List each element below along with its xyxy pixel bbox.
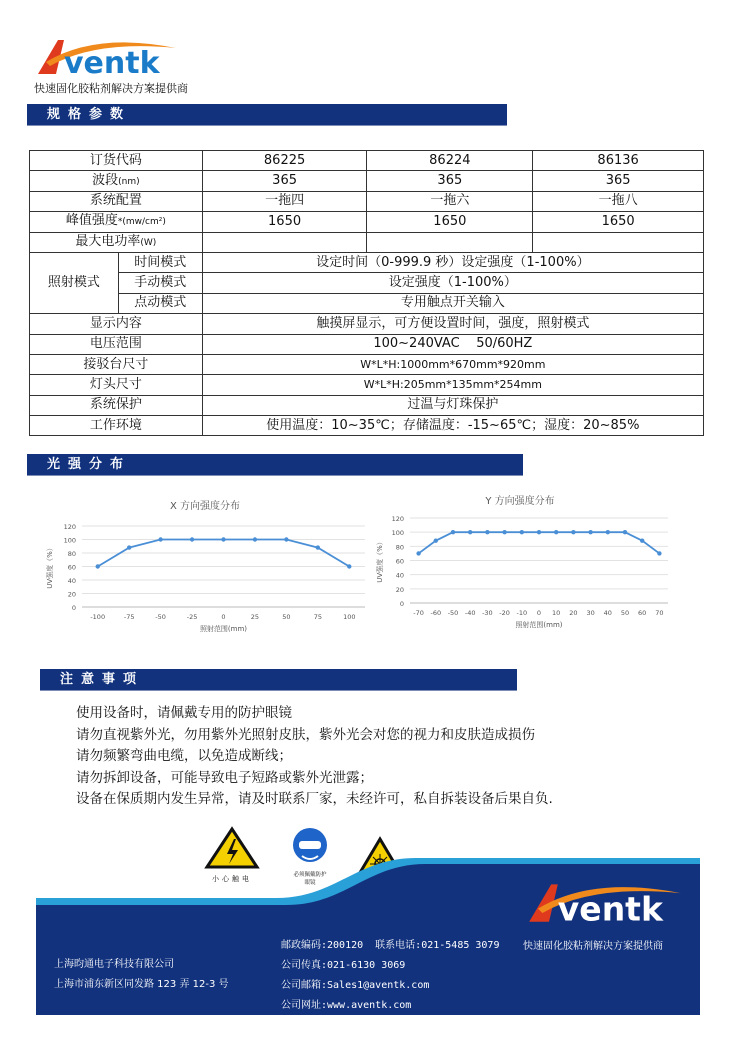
footer-address: 上海市浦东新区同发路 123 弄 12-3 号 (54, 979, 229, 990)
data-point (127, 545, 131, 549)
svg-text:ventk: ventk (64, 46, 160, 76)
y-intensity-chart (370, 485, 670, 635)
table-row: 工作环境 使用温度：10~35℃；存储温度：-15~65℃；湿度：20~85% (30, 416, 704, 436)
x-tick-label: 50 (620, 609, 630, 617)
x-tick-label: 0 (221, 613, 226, 621)
x-tick-label: 70 (655, 609, 664, 617)
table-row: 接驳台尺寸 W*L*H:1000mm*670mm*920mm (30, 354, 704, 374)
x-tick-label: -70 (413, 609, 424, 617)
x-tick-label: 50 (282, 613, 291, 621)
table-row (30, 232, 704, 252)
spec-table (29, 150, 704, 436)
y-tick-label: 20 (67, 590, 76, 599)
y-tick-label: 60 (67, 563, 76, 572)
data-point (284, 537, 288, 541)
table-row: 波段(nm) 365 365 365 (30, 171, 704, 191)
table-row: 系统保护 过温与灯珠保护 (30, 395, 704, 415)
table-row: 手动模式 设定强度（1-100%） (30, 273, 704, 293)
chart-title: Y 方向强度分布 (485, 496, 555, 507)
x-axis-label: 照射范围(mm) (199, 625, 248, 633)
note-item: 请勿拆卸设备，可能导致电子短路或紫外光泄露； (76, 769, 373, 786)
table-row: 系统配置 一拖四 一拖六 一拖八 (30, 191, 704, 211)
footer-slogan: 快速固化胶粘剂解决方案提供商 (523, 941, 663, 952)
x-tick-label: -50 (155, 613, 166, 621)
data-point (502, 530, 506, 534)
data-point (221, 537, 225, 541)
y-tick-label: 40 (395, 571, 404, 580)
data-point (537, 530, 541, 534)
x-tick-label: -30 (482, 609, 493, 617)
footer-company: 上海昀通电子科技有限公司 (54, 959, 174, 970)
x-tick-label: 10 (552, 609, 561, 617)
x-tick-label: -20 (499, 609, 510, 617)
label: 峰值强度 (65, 213, 118, 229)
data-point (571, 530, 575, 534)
x-tick-label: 75 (313, 613, 322, 621)
note-item: 请勿直视紫外光，勿用紫外光照射皮肤，紫外光会对您的视力和皮肤造成损伤 (76, 726, 535, 743)
section-specs: 规格参数 (27, 104, 507, 126)
x-tick-label: 20 (569, 609, 578, 617)
y-tick-label: 120 (63, 523, 76, 531)
y-axis-label: UV强度（%） (46, 544, 54, 589)
x-intensity-chart (40, 490, 370, 640)
series-line (419, 532, 660, 553)
x-tick-label: -60 (430, 609, 442, 617)
data-point (485, 530, 489, 534)
x-tick-label: -10 (516, 609, 528, 617)
section-notes: 注意事项 (40, 669, 517, 691)
sign-label: 必须佩戴防护眼镜 (293, 872, 327, 886)
y-tick-label: 60 (395, 557, 404, 566)
data-point (347, 564, 351, 568)
data-point (606, 530, 610, 534)
notes-list (76, 703, 553, 811)
data-point (640, 538, 644, 542)
data-point (96, 564, 100, 568)
y-tick-label: 120 (391, 515, 404, 523)
data-point (520, 530, 524, 534)
y-tick-label: 0 (71, 604, 76, 612)
data-point (190, 537, 194, 541)
y-axis-label: UV强度（%） (376, 538, 384, 583)
y-tick-label: 40 (67, 577, 76, 585)
footer-aventk-logo (524, 880, 684, 924)
x-tick-label: -40 (464, 609, 476, 617)
x-axis-label: 照射范围(mm) (515, 621, 563, 629)
label: 最大电功率 (75, 233, 141, 249)
label: 波段 (92, 172, 119, 188)
svg-text:ventk: ventk (557, 889, 663, 924)
footer-postcode-phone: 邮政编码:200120 联系电话:021-5485 3079 (281, 940, 500, 951)
table-row: 电压范围 100~240VAC 50/60HZ (30, 334, 704, 354)
y-tick-label: 80 (395, 543, 404, 552)
table-row: 订货代码 86225 86224 86136 (30, 151, 704, 171)
table-row: 灯头尺寸 W*L*H:205mm*135mm*254mm (30, 375, 704, 395)
y-tick-label: 100 (63, 536, 76, 545)
x-tick-label: -50 (447, 609, 459, 617)
y-tick-label: 20 (395, 585, 404, 594)
x-tick-label: -100 (90, 613, 106, 621)
footer-email[interactable]: 公司邮箱:Sales1@aventk.com (281, 980, 430, 991)
footer-website[interactable]: 公司网址:www.aventk.com (281, 1000, 412, 1011)
data-point (451, 530, 455, 534)
data-point (416, 551, 420, 555)
data-point (657, 551, 661, 555)
sign-label: 小心触电 (212, 875, 252, 883)
data-point (253, 537, 257, 541)
table-row: 点动模式 专用触点开关输入 (30, 293, 704, 313)
data-point (434, 538, 438, 542)
unit: (W) (140, 237, 157, 248)
x-tick-label: 0 (536, 609, 542, 617)
chart-title: X 方向强度分布 (169, 501, 241, 512)
header-slogan: 快速固化胶粘剂解决方案提供商 (34, 82, 188, 95)
unit: (nm) (118, 176, 140, 187)
data-point (623, 530, 627, 534)
table-row: 峰值强度*(mw/cm²) 1650 1650 1650 (30, 212, 704, 232)
note-item: 设备在保质期内发生异常，请及时联系厂家，未经许可，私自拆装设备后果自负. (76, 791, 553, 807)
unit: *(mw/cm²) (117, 217, 166, 228)
y-tick-label: 0 (399, 600, 404, 608)
y-tick-label: 100 (391, 529, 404, 538)
note-item: 请勿频繁弯曲电缆，以免造成断线； (76, 748, 292, 764)
x-tick-label: 100 (343, 613, 356, 621)
table-row: 显示内容 触摸屏显示，可方便设置时间，强度，照射模式 (30, 314, 704, 334)
footer-fax: 公司传真:021-6130 3069 (281, 960, 406, 971)
aventk-logo (36, 36, 176, 76)
x-tick-label: 30 (586, 609, 595, 617)
x-tick-label: -75 (123, 613, 135, 621)
section-light: 光强分布 (27, 454, 523, 476)
x-tick-label: 25 (250, 613, 260, 621)
x-tick-label: 40 (603, 609, 612, 617)
x-tick-label: -25 (186, 613, 198, 621)
data-point (158, 537, 162, 541)
y-tick-label: 80 (67, 550, 76, 558)
x-tick-label: 60 (638, 609, 647, 617)
data-point (316, 545, 320, 549)
table-row: 照射模式 时间模式 设定时间（0-999.9 秒）设定强度（1-100%） (30, 252, 704, 272)
note-item: 使用设备时，请佩戴专用的防护眼镜 (76, 705, 292, 721)
data-point (588, 530, 592, 534)
data-point (554, 530, 558, 534)
data-point (468, 530, 472, 534)
